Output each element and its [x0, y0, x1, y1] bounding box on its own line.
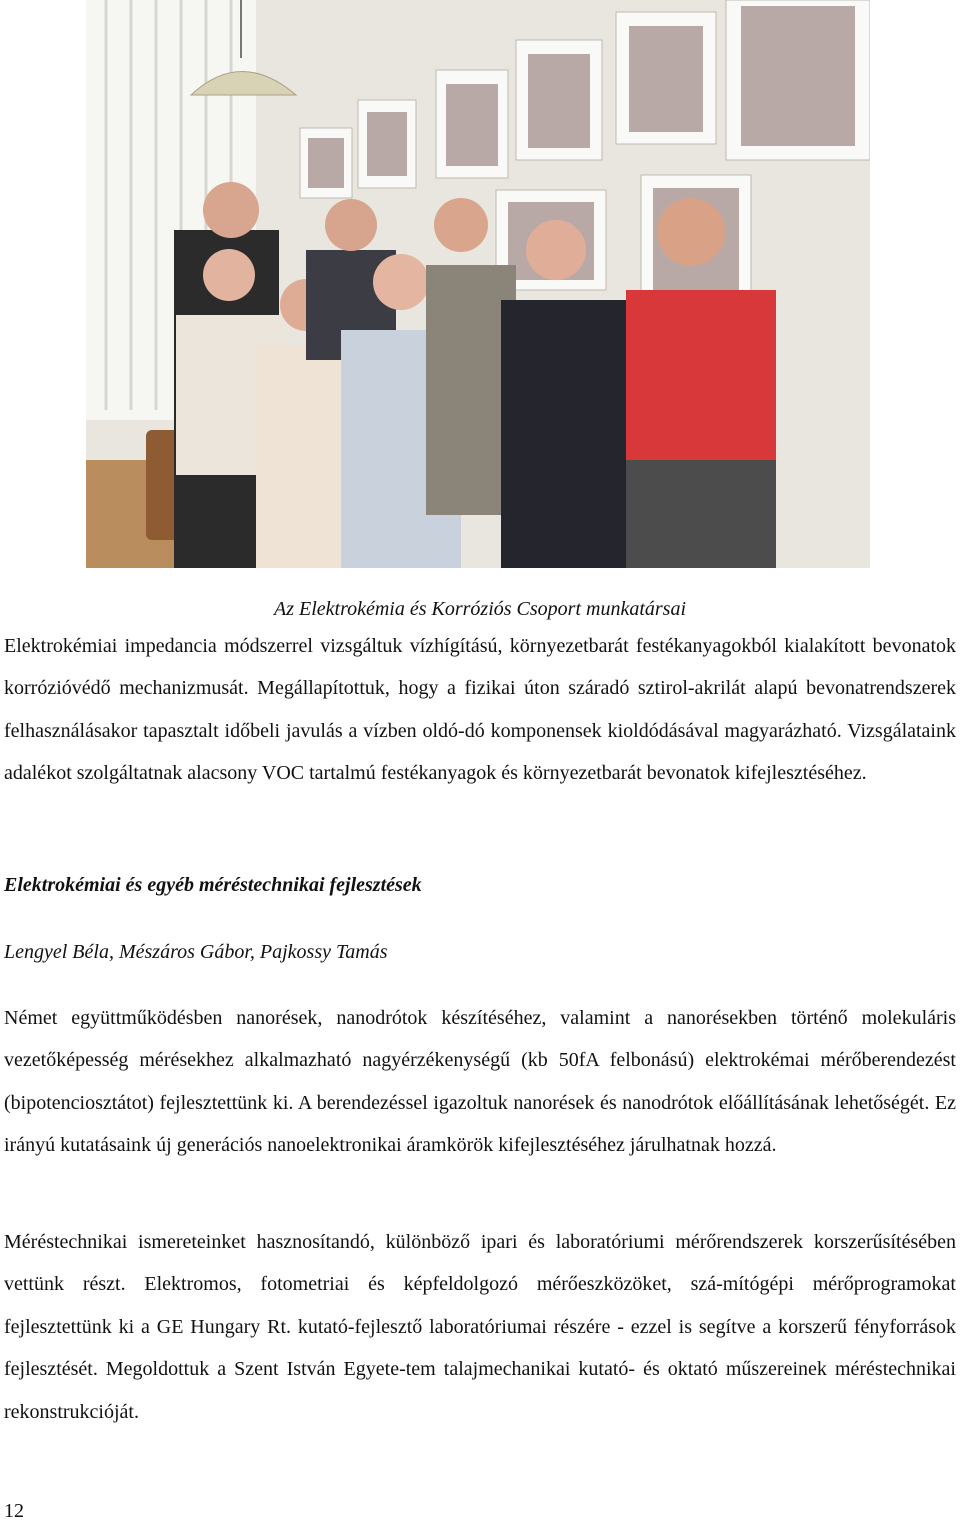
authors-line: Lengyel Béla, Mészáros Gábor, Pajkossy Tamás [4, 941, 388, 963]
page-number: 12 [4, 1500, 24, 1522]
photo-caption: Az Elektrokémia és Korróziós Csoport munkatársai [273, 598, 687, 620]
paragraph-measurement: Méréstechnikai ismereteinket hasznosítandó, különböző ipari és laboratóriumi mérőrendszerek korszerűsítésében vettünk részt. Elektromos, fotometriai és képfeldolgozó mérőeszközöket, szá-mítógépi mérőprogramokat fejlesztettünk ki a GE Hungary Rt. kutató-fejlesztő laboratóriumai részére - ezzel is segítve a korszerű fényforrások fejlesztését. Megoldottuk a Szent István Egyete-tem talajmechanikai kutató- és oktató műszereinek méréstechnikai rekonstrukcióját. [4, 1231, 956, 1423]
section-heading: Elektrokémiai és egyéb méréstechnikai fejlesztések [4, 874, 422, 896]
paragraph-nanodevices: Német együttműködésben nanorések, nanodrótok készítéséhez, valamint a nanorésekben történő molekuláris vezetőképesség mérésekhez alkalmazható nagyérzékenységű (kb 50fA felbonású) elektrokémai mérőberendezést (bipotenciosztátot) fejlesztettünk ki. A berendezéssel igazoltuk nanorések és nanodrótok előállításának lehetőségét. Ez irányú kutatásaink új generációs nanoelektronikai áramkörök kifejlesztéséhez járulhatnak hozzá. [4, 1007, 956, 1157]
group-photo [86, 0, 870, 568]
group-photo-icon [86, 0, 870, 568]
paragraph-corrosion: Elektrokémiai impedancia módszerrel vizsgáltuk vízhígítású, környezetbarát festékanyagokból kialakított bevonatok korrózióvédő mechanizmusát. Megállapítottuk, hogy a fizikai úton száradó sztirol-akrilát alapú bevonatrendszerek felhasználásakor tapasztalt időbeli javulás a vízben oldó-dó komponensek kioldódásával magyarázható. Vizsgálataink adalékot szolgáltatnak alacsony VOC tartalmú festékanyagok és környezetbarát bevonatok kifejlesztéséhez. [4, 635, 956, 785]
